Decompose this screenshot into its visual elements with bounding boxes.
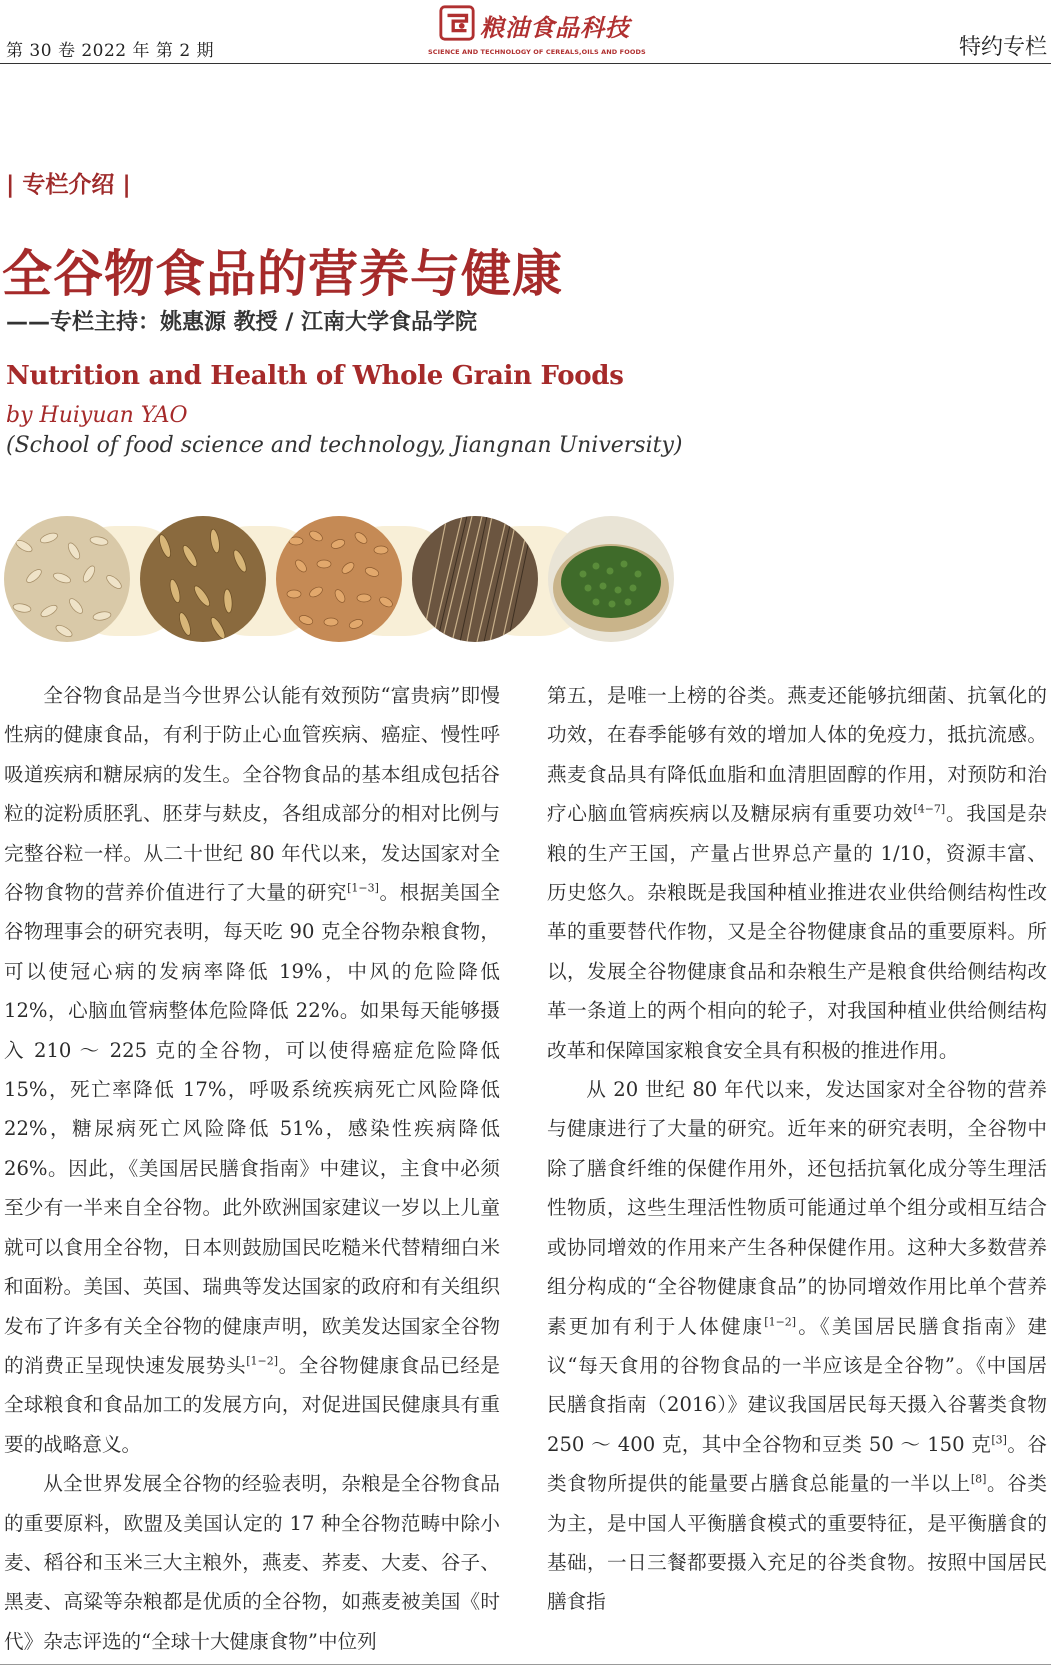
affiliation-en: (School of food science and technology, Jiangnan University): [6, 433, 683, 458]
paragraph: 从 20 世纪 80 年代以来，发达国家对全谷物的营养与健康进行了大量的研究。近年来的研究表明，全谷物中除了膳食纤维的保健作用外，还包括抗氧化成分等生理活性物质，这些生理活性物质可能通过单个组分或相互结合或协同增效的作用来产生各种保健作用。这种大多数营养组分构成的“全谷物健康食品”的协同增效作用比单个营养素更加有利于人体健康[1−2]。《美国居民膳食指南》建议“每天食用的谷物食品的一半应该是全谷物”。《中国居民膳食指南（2016）》建议我国居民每天摄入谷薯类食物 250 ～ 400 克，其中全谷物和豆类 50 ～ 150 克[3]。谷类食物所提供的能量要占膳食总能量的一半以上[8]。谷类为主，是中国人平衡膳食模式的重要特征，是平衡膳食的基础，一日三餐都要摄入充足的谷类食物。按照中国居民膳食指: [547, 1078, 1048, 1614]
journal-name-en: SCIENCE AND TECHNOLOGY OF CEREALS,OILS AND FOODS: [428, 48, 646, 56]
paragraph: 第五，是唯一上榜的谷类。燕麦还能够抗细菌、抗氧化的功效，在春季能够有效的增加人体的免疫力，抵抗流感。燕麦食品具有降低血脂和血清胆固醇的作用，对预防和治疗心脑血管病疾病以及糖尿病有重要功效[4−7]。我国是杂粮的生产王国，产量占世界总产量的 1/10，资源丰富、历史悠久。杂粮既是我国种植业推进农业供给侧结构性改革的重要替代作物，又是全谷物健康食品的重要原料。所以，发展全谷物健康食品和杂粮生产是粮食供给侧结构改革一条道上的两个相向的轮子，对我国种植业供给侧结构改革和保障国家粮食安全具有积极的推进作用。: [547, 684, 1048, 1062]
grain-photo-strip: [0, 516, 680, 646]
citation: [1−2]: [246, 1354, 278, 1368]
mung-beans-photo: [548, 516, 674, 642]
column-intro-label: | 专栏介绍 |: [6, 172, 131, 198]
issue-info: 第 30 卷 2022 年 第 2 期: [6, 41, 215, 61]
author-en: by Huiyuan YAO: [6, 403, 188, 428]
paragraph: 从全世界发展全谷物的经验表明，杂粮是全谷物食品的重要原料，欧盟及美国认定的 17 种全谷物范畴中除小麦、稻谷和玉米三大主粮外，燕麦、荞麦、大麦、谷子、黑麦、高粱等杂粮都是优质的全谷物，如燕麦被美国《时代》杂志评选的“全球十大健康食物”中位列: [4, 1472, 500, 1653]
journal-logo-icon: [438, 4, 476, 42]
citation: [3]: [991, 1433, 1007, 1447]
oat-grains-photo: [140, 516, 266, 642]
citation: [1−2]: [764, 1314, 797, 1328]
citation: [1−3]: [347, 881, 379, 895]
body-column-left: [4, 676, 500, 1661]
paragraph: 全谷物食品是当今世界公认能有效预防“富贵病”即慢性病的健康食品，有利于防止心血管疾病、癌症、慢性呼吸道疾病和糖尿病的发生。全谷物食品的基本组成包括谷粒的淀粉质胚乳、胚芽与麸皮，各组成部分的相对比例与完整谷粒一样。从二十世纪 80 年代以来，发达国家对全谷物食物的营养价值进行了大量的研究[1−3]。根据美国全谷物理事会的研究表明，每天吃 90 克全谷物杂粮食物，可以使冠心病的发病率降低 19%，中风的危险降低 12%，心脑血管病整体危险降低 22%。如果每天能够摄入 210 ～ 225 克的全谷物，可以使得癌症危险降低 15%，死亡率降低 17%，呼吸系统疾病死亡风险降低 22%，糖尿病死亡风险降低 51%，感染性疾病降低 26%。因此，《美国居民膳食指南》中建议，主食中必须至少有一半来自全谷物。此外欧洲国家建议一岁以上儿童就可以食用全谷物，日本则鼓励国民吃糙米代替精细白米和面粉。美国、英国、瑞典等发达国家的政府和有关组织发布了许多有关全谷物的健康声明，欧美发达国家全谷物的消费正呈现快速发展势头[1−2]。全谷物健康食品已经是全球粮食和食品加工的发展方向，对促进国民健康具有重要的战略意义。: [4, 684, 501, 1456]
journal-logo: [428, 2, 646, 58]
journal-name-cn: 粮油食品科技: [480, 14, 630, 42]
article-title-cn: 全谷物食品的营养与健康: [2, 245, 563, 303]
article-title-en: Nutrition and Health of Whole Grain Foods: [6, 361, 624, 391]
wheat-ears-photo: [412, 516, 538, 642]
wheat-grains-photo: [276, 516, 402, 642]
body-column-right: [547, 676, 1047, 1622]
bottom-divider: [0, 1664, 1051, 1665]
citation: [4−7]: [913, 802, 946, 816]
sunflower-seeds-photo: [4, 516, 130, 642]
citation: [8]: [970, 1472, 987, 1486]
page-header: [0, 0, 1051, 64]
column-tag: 特约专栏: [958, 35, 1047, 60]
article-host-cn: ——专栏主持：姚惠源 教授 / 江南大学食品学院: [6, 310, 478, 335]
